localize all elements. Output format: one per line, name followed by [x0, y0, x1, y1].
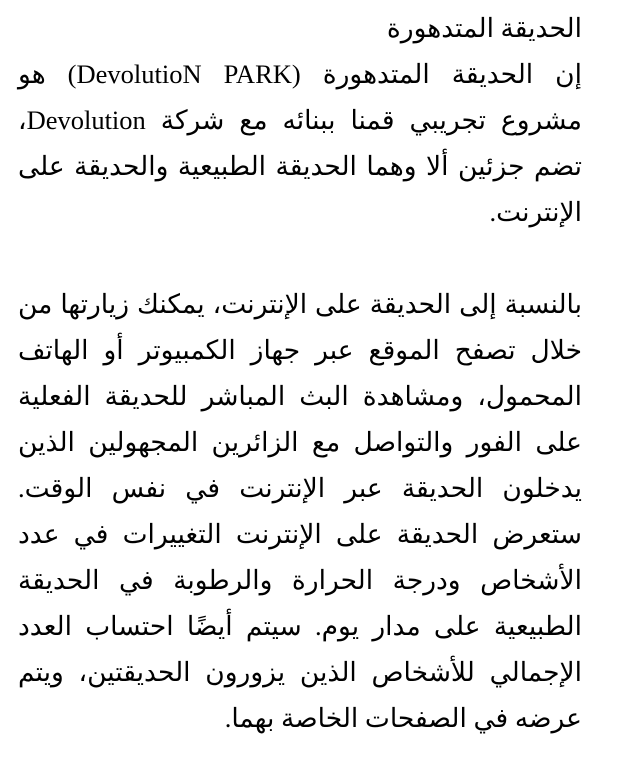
paragraph-intro: إن الحديقة المتدهورة (DevolutioN PARK) هو مشروع تجريبي قمنا ببنائه مع شركة Devolution، تضم جزئين ألا وهما الحديقة الطبيعية والحديقة على الإنترنت.: [18, 59, 582, 227]
cropped-text-line: [442, 0, 582, 4]
document-title: الحديقة المتدهورة: [386, 13, 582, 43]
paragraph-online-park: بالنسبة إلى الحديقة على الإنترنت، يمكنك زيارتها من خلال تصفح الموقع عبر جهاز الكمبيوتر أو الهاتف المحمول، ومشاهدة البث المباشر للحديقة الفعلية على الفور والتواصل مع الزائرين المجهولين الذين يدخلون الحديقة عبر الإنترنت في نفس الوقت. ستعرض الحديقة على الإنترنت التغييرات في عدد الأشخاص ودرجة الحرارة والرطوبة في الحديقة الطبيعية على مدار يوم. سيتم أيضًا احتساب العدد الإجمالي للأشخاص الذين يزورون الحديقتين، ويتم عرضه في الصفحات الخاصة بهما.: [18, 289, 582, 733]
